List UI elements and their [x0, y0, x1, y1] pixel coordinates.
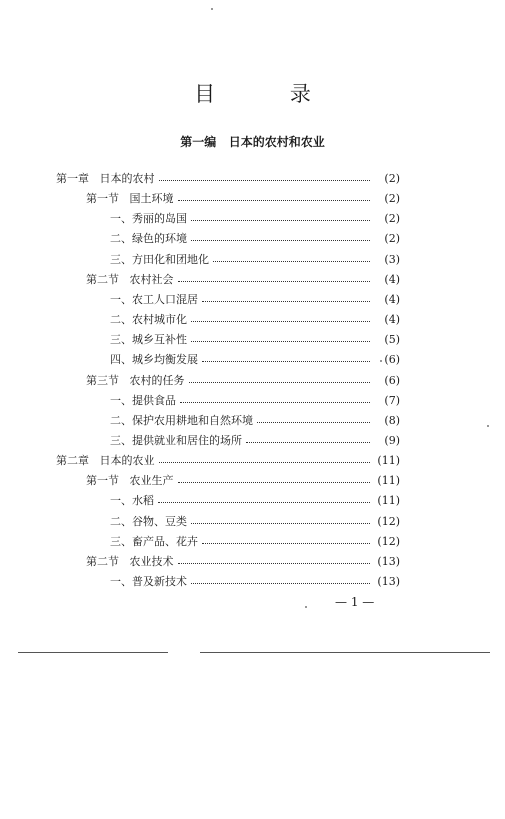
toc-chapter-entry [56, 454, 400, 468]
toc-entry-page: (13) [377, 575, 400, 588]
toc-entry-page: (4) [384, 272, 400, 286]
toc-entry-label: 第一节 农业生产 [86, 474, 174, 488]
dot-leader [191, 574, 370, 584]
page-title: 目 录 [194, 82, 345, 106]
toc-entry-label: 一、水稻 [110, 494, 154, 508]
toc-subsection-entry [110, 253, 400, 267]
dot-leader [189, 373, 371, 383]
toc-entry-label: 第二章 日本的农业 [56, 454, 155, 468]
dot-leader [191, 211, 370, 221]
toc-entry-page: (2) [384, 172, 400, 185]
dot-leader [213, 252, 370, 262]
toc-entry-page: (6) [384, 373, 400, 387]
dot-leader [191, 312, 370, 322]
scan-speck [487, 425, 489, 427]
dot-leader [178, 272, 371, 282]
toc-entry-label: 三、方田化和团地化 [110, 252, 209, 266]
toc-section-entry [86, 555, 400, 569]
page-number: — 1 — [335, 595, 375, 609]
toc-entry-label: 第三节 农村的任务 [86, 373, 185, 387]
toc-section-entry [86, 374, 400, 388]
toc-entry-page: (5) [384, 333, 400, 347]
toc-entry-label: 三、城乡互补性 [110, 333, 187, 347]
toc-entry-page: (4) [384, 313, 400, 327]
toc-entry-page: (2) [384, 232, 400, 246]
toc-subsection-entry [110, 293, 400, 307]
toc-entry-page: (11) [377, 454, 400, 468]
toc-entry-label: 一、提供食品 [110, 393, 176, 407]
dot-leader [246, 433, 370, 443]
toc-entry-label: 四、城乡均衡发展 [110, 353, 198, 367]
dot-leader [178, 191, 371, 201]
bottom-rule-right [200, 652, 490, 653]
toc-subsection-entry [110, 414, 400, 428]
dot-leader [180, 393, 370, 403]
toc-entry-page: (11) [377, 494, 400, 508]
dot-leader [158, 493, 370, 503]
dot-leader [178, 554, 371, 564]
dot-leader [178, 473, 371, 483]
toc-subsection-entry [110, 232, 400, 246]
scan-speck [211, 8, 213, 10]
toc-subsection-entry [110, 394, 400, 408]
toc-entry-page: (13) [377, 554, 400, 568]
toc-subsection-entry [110, 515, 400, 529]
toc-entry-page: (3) [384, 252, 400, 266]
scan-speck [380, 360, 382, 362]
toc-section-entry [86, 474, 400, 488]
toc-section-entry [86, 273, 400, 287]
dot-leader [257, 413, 370, 423]
dot-leader [159, 453, 371, 463]
toc-entry-label: 第二节 农村社会 [86, 272, 174, 286]
toc-entry-label: 第一章 日本的农村 [56, 172, 155, 185]
toc-section-entry [86, 192, 400, 206]
toc-entry-label: 三、提供就业和居住的场所 [110, 433, 242, 447]
dot-leader [191, 514, 370, 524]
toc-entry-page: (9) [384, 433, 400, 447]
toc-chapter-entry [56, 172, 400, 186]
toc-subsection-entry [110, 313, 400, 327]
toc-entry-page: (11) [377, 474, 400, 488]
toc-entry-label: 二、谷物、豆类 [110, 514, 187, 528]
dot-leader [191, 231, 370, 241]
toc-entry-label: 二、农村城市化 [110, 313, 187, 327]
dot-leader [191, 332, 370, 342]
dot-leader [159, 171, 371, 181]
toc-entry-label: 三、畜产品、花卉 [110, 534, 198, 548]
toc-subsection-entry [110, 212, 400, 226]
dot-leader [202, 292, 370, 302]
scan-speck [305, 606, 307, 608]
toc-entry-page: (12) [377, 514, 400, 528]
bottom-rule-left [18, 652, 168, 653]
toc-entry-page: (8) [384, 413, 400, 427]
toc-entry-page: (2) [384, 212, 400, 226]
toc-entry-page: (6) [384, 353, 400, 367]
dot-leader [202, 352, 370, 362]
toc-entry-page: (12) [377, 534, 400, 548]
toc-entry-page: (2) [384, 192, 400, 206]
toc-entry-label: 二、保护农用耕地和自然环境 [110, 413, 253, 427]
toc-entry-page: (7) [384, 393, 400, 407]
toc-subsection-entry [110, 575, 400, 589]
toc-entry-label: 第一节 国土环境 [86, 192, 174, 206]
toc-subsection-entry [110, 333, 400, 347]
toc-entry-label: 第二节 农业技术 [86, 554, 174, 568]
toc-subsection-entry [110, 494, 400, 508]
toc-entry-page: (4) [384, 292, 400, 306]
toc-entry-label: 一、秀丽的岛国 [110, 212, 187, 226]
part-heading: 第一编 日本的农村和农业 [180, 135, 325, 149]
toc-subsection-entry [110, 535, 400, 549]
toc-entry-label: 二、绿色的环境 [110, 232, 187, 246]
toc-subsection-entry [110, 353, 400, 367]
toc-entry-label: 一、普及新技术 [110, 575, 187, 588]
toc-subsection-entry [110, 434, 400, 448]
dot-leader [202, 534, 370, 544]
toc-entry-label: 一、农工人口混居 [110, 292, 198, 306]
